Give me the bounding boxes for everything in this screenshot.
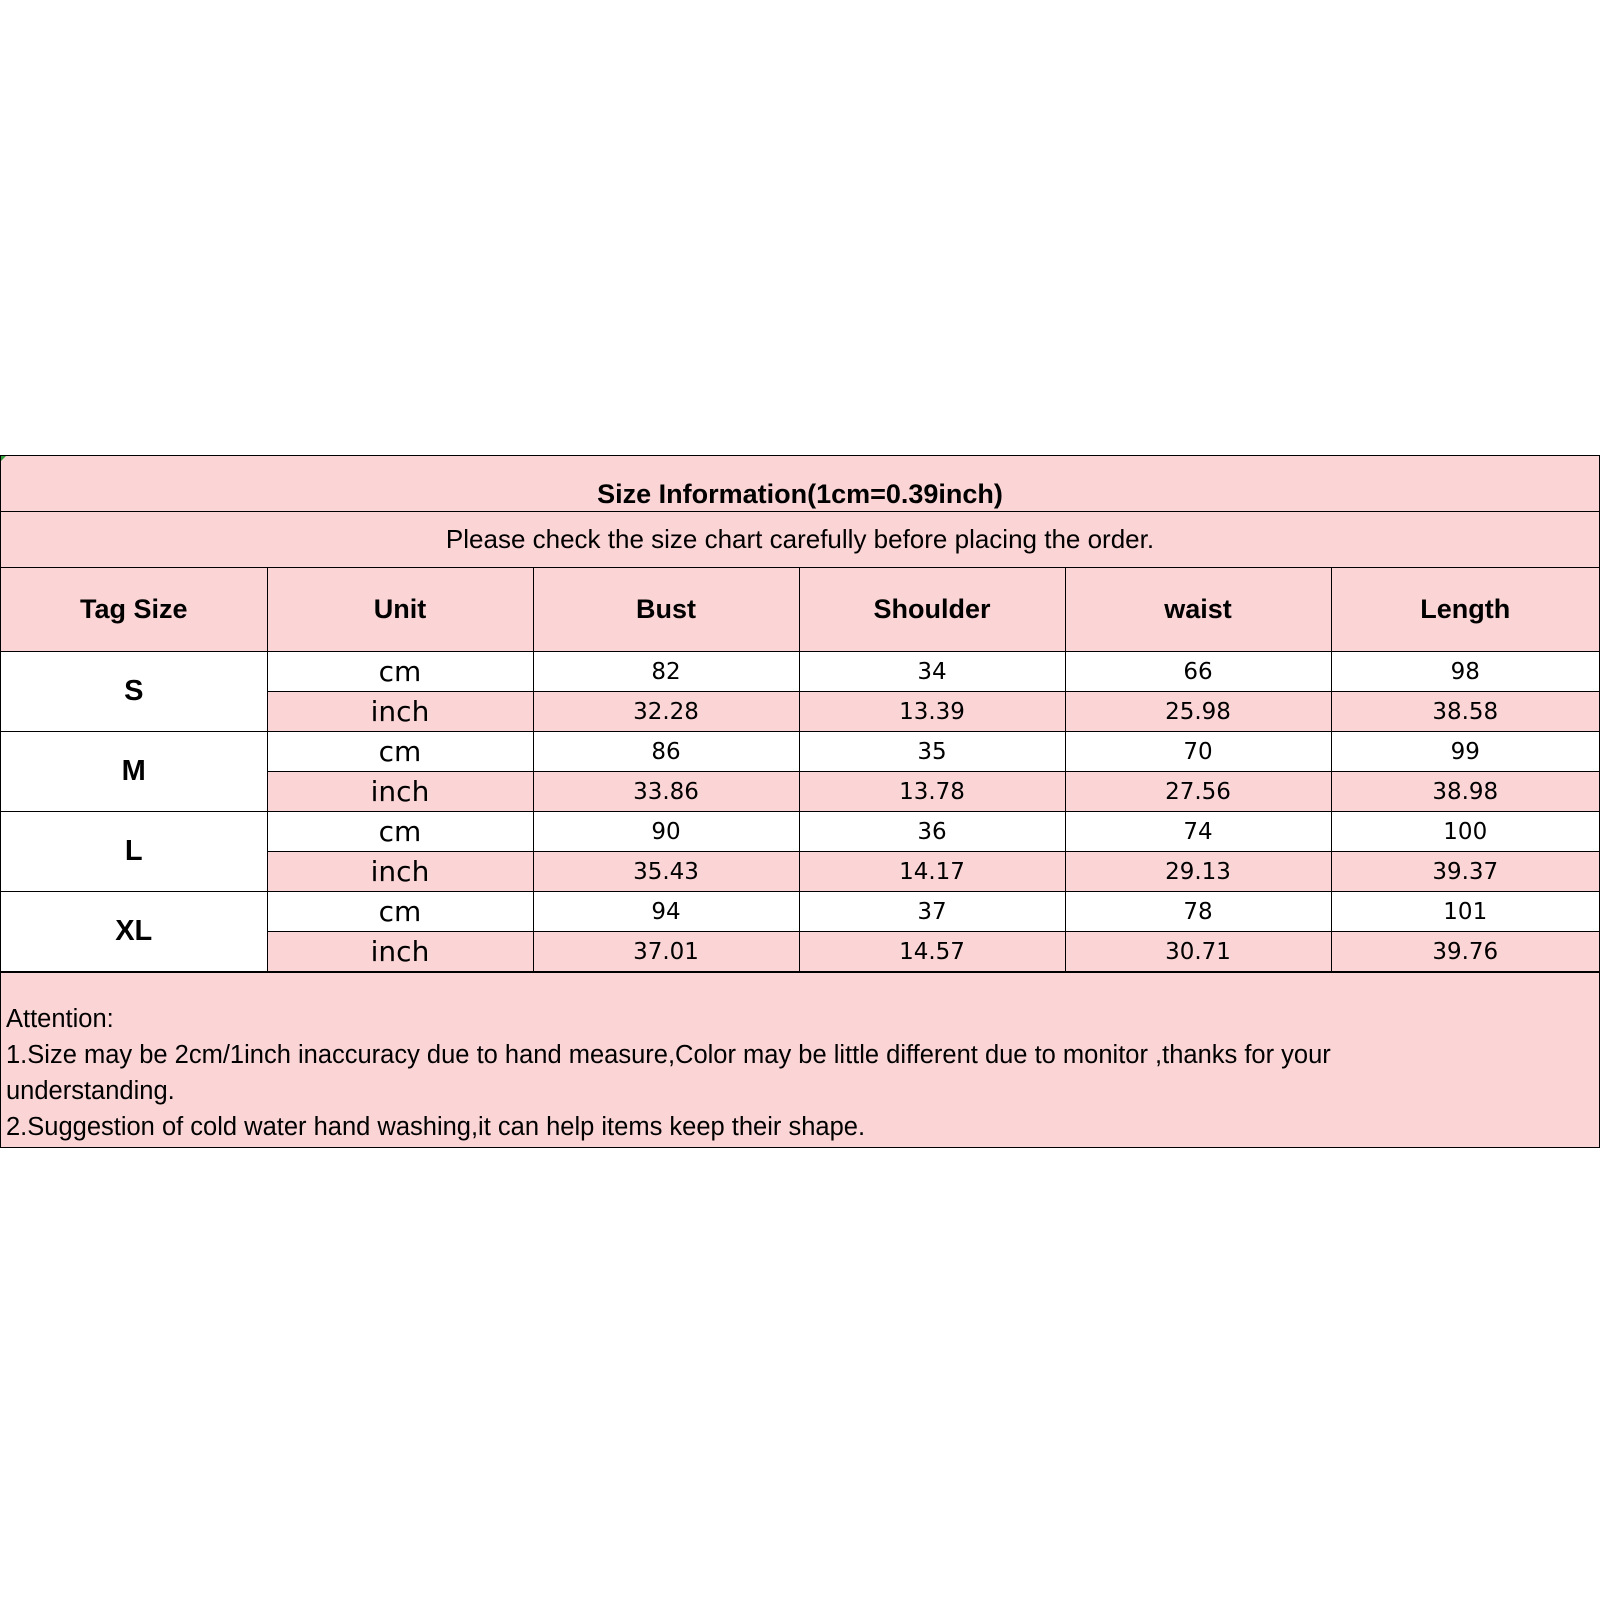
length-cell: 38.58 — [1331, 692, 1599, 732]
bust-cell: 82 — [533, 652, 799, 692]
table-header-row — [1, 568, 1599, 652]
unit-cell: cm — [267, 892, 533, 932]
header-unit: Unit — [267, 568, 533, 652]
tag-size-cell: M — [1, 732, 267, 812]
bust-cell: 86 — [533, 732, 799, 772]
shoulder-cell: 35 — [799, 732, 1065, 772]
bust-cell: 37.01 — [533, 932, 799, 972]
table-row — [1, 652, 1599, 692]
header-shoulder: Shoulder — [799, 568, 1065, 652]
length-cell: 38.98 — [1331, 772, 1599, 812]
tag-size-cell: XL — [1, 892, 267, 972]
tag-size-cell: S — [1, 652, 267, 732]
shoulder-cell: 14.17 — [799, 852, 1065, 892]
length-cell: 101 — [1331, 892, 1599, 932]
size-chart — [0, 455, 1600, 1148]
shoulder-cell: 34 — [799, 652, 1065, 692]
chart-title: Size Information(1cm=0.39inch) — [597, 479, 1003, 509]
shoulder-cell: 14.57 — [799, 932, 1065, 972]
table-row — [1, 892, 1599, 932]
table-row — [1, 812, 1599, 852]
unit-cell: inch — [267, 852, 533, 892]
waist-cell: 66 — [1065, 652, 1331, 692]
waist-cell: 74 — [1065, 812, 1331, 852]
waist-cell: 29.13 — [1065, 852, 1331, 892]
waist-cell: 78 — [1065, 892, 1331, 932]
header-length: Length — [1331, 568, 1599, 652]
length-cell: 39.37 — [1331, 852, 1599, 892]
length-cell: 100 — [1331, 812, 1599, 852]
attention-notes — [1, 972, 1599, 1147]
waist-cell: 70 — [1065, 732, 1331, 772]
bust-cell: 90 — [533, 812, 799, 852]
unit-cell: inch — [267, 772, 533, 812]
shoulder-cell: 13.78 — [799, 772, 1065, 812]
unit-cell: cm — [267, 732, 533, 772]
note-line: 1.Size may be 2cm/1inch inaccuracy due to hand measure,Color may be little different due to monitor ,thanks for your — [6, 1041, 1331, 1069]
header-bust: Bust — [533, 568, 799, 652]
bust-cell: 33.86 — [533, 772, 799, 812]
chart-subtitle: Please check the size chart carefully before placing the order. — [445, 524, 1155, 554]
length-cell: 39.76 — [1331, 932, 1599, 972]
chart-subtitle-row — [1, 512, 1599, 568]
length-cell: 99 — [1331, 732, 1599, 772]
header-tag-size: Tag Size — [1, 568, 267, 652]
notes-heading: Attention: — [6, 1005, 114, 1033]
size-table — [1, 568, 1599, 972]
length-cell: 98 — [1331, 652, 1599, 692]
cell-marker-icon — [1, 456, 6, 461]
shoulder-cell: 36 — [799, 812, 1065, 852]
note-line: understanding. — [6, 1077, 175, 1105]
unit-cell: cm — [267, 812, 533, 852]
header-waist: waist — [1065, 568, 1331, 652]
shoulder-cell: 37 — [799, 892, 1065, 932]
waist-cell: 30.71 — [1065, 932, 1331, 972]
unit-cell: inch — [267, 692, 533, 732]
tag-size-cell: L — [1, 812, 267, 892]
chart-title-row — [1, 456, 1599, 512]
unit-cell: cm — [267, 652, 533, 692]
note-line: 2.Suggestion of cold water hand washing,it can help items keep their shape. — [6, 1113, 866, 1141]
unit-cell: inch — [267, 932, 533, 972]
bust-cell: 32.28 — [533, 692, 799, 732]
shoulder-cell: 13.39 — [799, 692, 1065, 732]
bust-cell: 94 — [533, 892, 799, 932]
bust-cell: 35.43 — [533, 852, 799, 892]
waist-cell: 27.56 — [1065, 772, 1331, 812]
waist-cell: 25.98 — [1065, 692, 1331, 732]
table-row — [1, 732, 1599, 772]
